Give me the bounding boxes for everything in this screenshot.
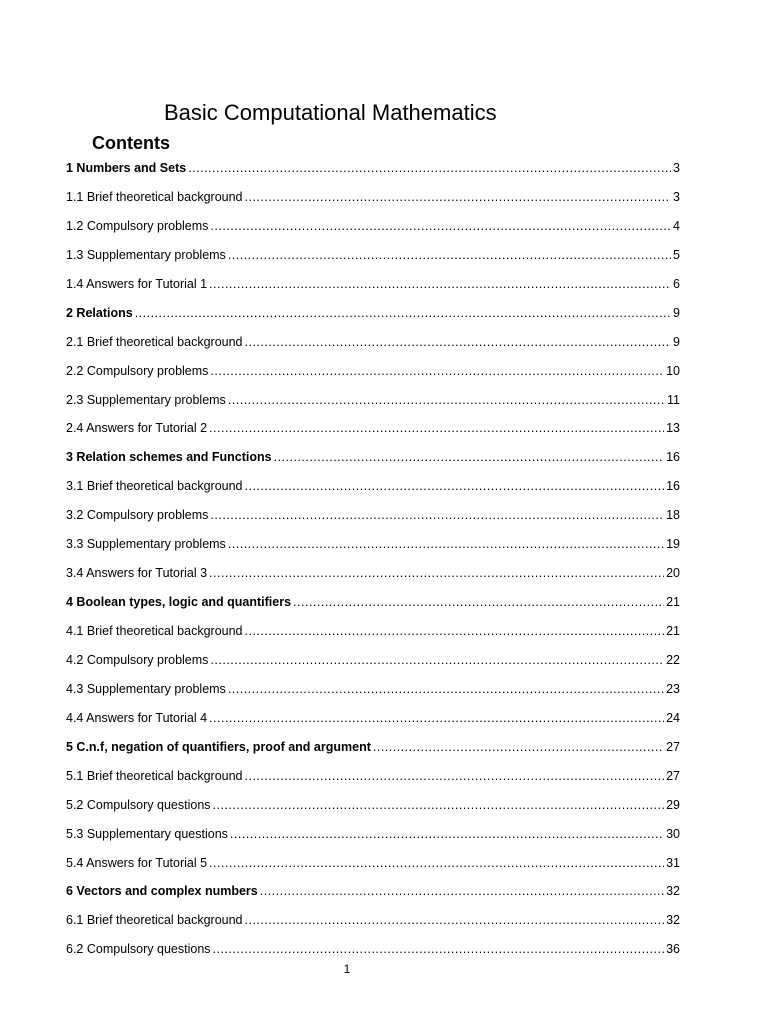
toc-entry[interactable] <box>66 245 680 274</box>
toc-entry-page[interactable]: 32 <box>666 913 680 928</box>
toc-entry-title[interactable]: 1 Numbers and Sets <box>66 161 187 175</box>
toc-dot-leader <box>209 274 671 294</box>
toc-entry[interactable] <box>66 910 680 939</box>
toc-entry-title[interactable]: 2.4 Answers for Tutorial 2 <box>66 421 208 436</box>
toc-entry-page[interactable]: 10 <box>666 363 680 378</box>
toc-entry-page[interactable]: 6 <box>673 276 680 291</box>
toc-dot-leader <box>373 737 664 757</box>
toc-entry[interactable] <box>66 390 680 419</box>
toc-entry-title[interactable]: 3 Relation schemes and Functions <box>66 450 272 465</box>
toc-entry-title[interactable]: 1.4 Answers for Tutorial 1 <box>66 276 208 291</box>
toc-dot-leader <box>274 447 664 467</box>
toc-dot-leader <box>228 390 665 410</box>
toc-entry-title[interactable]: 4.4 Answers for Tutorial 4 <box>66 710 208 725</box>
toc-entry[interactable] <box>66 534 680 563</box>
toc-dot-leader <box>245 187 672 207</box>
toc-entry[interactable] <box>66 766 680 795</box>
toc-entry-title[interactable]: 5 C.n.f, negation of quantifiers, proof and argument <box>66 739 371 754</box>
toc-entry[interactable] <box>66 853 680 882</box>
toc-entry-page[interactable]: 5 <box>673 247 680 262</box>
toc-dot-leader <box>228 245 671 265</box>
toc-entry-page[interactable]: 23 <box>666 681 680 696</box>
toc-dot-leader <box>293 592 664 612</box>
toc-entry-title[interactable]: 2.1 Brief theoretical background <box>66 334 243 349</box>
toc-dot-leader <box>245 766 665 786</box>
toc-entry-page[interactable]: 16 <box>666 479 680 494</box>
toc-entry[interactable] <box>66 824 680 853</box>
toc-entry-page[interactable]: 18 <box>666 508 680 523</box>
toc-entry-title[interactable]: 4 Boolean types, logic and quantifiers <box>66 595 292 610</box>
toc-entry-title[interactable]: 1.3 Supplementary problems <box>66 247 226 262</box>
toc-entry[interactable] <box>66 881 680 910</box>
toc-dot-leader <box>210 505 664 525</box>
toc-entry-page[interactable]: 27 <box>666 739 680 754</box>
toc-dot-leader <box>135 303 671 323</box>
toc-entry-title[interactable]: 3.2 Compulsory problems <box>66 508 209 523</box>
toc-entry[interactable] <box>66 361 680 390</box>
toc-entry[interactable] <box>66 274 680 303</box>
toc-entry-page[interactable]: 3 <box>673 189 680 204</box>
toc-entry-page[interactable]: 21 <box>666 624 680 638</box>
toc-entry[interactable] <box>66 303 680 332</box>
toc-entry-page[interactable]: 11 <box>667 392 680 407</box>
toc-entry-page[interactable]: 9 <box>673 334 680 349</box>
toc-dot-leader <box>245 621 665 641</box>
toc-dot-leader <box>213 939 665 959</box>
toc-dot-leader <box>213 795 665 815</box>
toc-dot-leader <box>210 650 664 670</box>
toc-entry[interactable] <box>66 650 680 679</box>
toc-entry[interactable] <box>66 679 680 708</box>
toc-dot-leader <box>245 332 672 352</box>
toc-dot-leader <box>188 158 671 178</box>
toc-entry-title[interactable]: 5.3 Supplementary questions <box>66 826 228 841</box>
toc-entry-title[interactable]: 5.1 Brief theoretical background <box>66 768 243 783</box>
toc-entry-title[interactable]: 6 Vectors and complex numbers <box>66 884 258 899</box>
toc-entry-page[interactable]: 3 <box>673 161 680 175</box>
toc-heading: Contents <box>92 133 170 153</box>
toc-dot-leader <box>228 534 664 554</box>
toc-entry[interactable] <box>66 737 680 766</box>
toc-entry[interactable] <box>66 418 680 447</box>
table-of-contents <box>66 158 680 968</box>
toc-entry-title[interactable]: 3.3 Supplementary problems <box>66 537 226 552</box>
toc-entry-title[interactable]: 1.1 Brief theoretical background <box>66 189 243 204</box>
toc-entry[interactable] <box>66 621 680 650</box>
toc-entry[interactable] <box>66 795 680 824</box>
toc-dot-leader <box>209 418 664 438</box>
toc-entry-title[interactable]: 1.2 Compulsory problems <box>66 218 209 233</box>
toc-entry-title[interactable]: 6.1 Brief theoretical background <box>66 913 243 928</box>
toc-entry-title[interactable]: 3.1 Brief theoretical background <box>66 479 243 494</box>
toc-entry[interactable] <box>66 476 680 505</box>
toc-entry[interactable] <box>66 505 680 534</box>
toc-entry-page[interactable]: 24 <box>666 710 680 725</box>
toc-entry-title[interactable]: 5.4 Answers for Tutorial 5 <box>66 855 208 870</box>
toc-entry-page[interactable]: 29 <box>666 797 680 812</box>
toc-entry-title[interactable]: 6.2 Compulsory questions <box>66 942 211 957</box>
toc-entry-title[interactable]: 4.3 Supplementary problems <box>66 681 226 696</box>
toc-entry[interactable] <box>66 563 680 592</box>
toc-dot-leader <box>230 824 664 844</box>
document-title: Basic Computational Mathematics <box>164 100 497 125</box>
toc-dot-leader <box>209 708 664 728</box>
toc-entry-title[interactable]: 5.2 Compulsory questions <box>66 797 211 812</box>
toc-entry-page[interactable]: 27 <box>666 768 680 783</box>
toc-dot-leader <box>245 476 665 496</box>
toc-entry-title[interactable]: 3.4 Answers for Tutorial 3 <box>66 566 208 581</box>
toc-dot-leader <box>228 679 664 699</box>
toc-entry-page[interactable]: 9 <box>673 305 680 320</box>
toc-entry-page[interactable]: 32 <box>666 884 680 899</box>
toc-entry-page[interactable]: 36 <box>666 942 680 957</box>
toc-entry[interactable] <box>66 447 680 476</box>
toc-entry[interactable] <box>66 592 680 621</box>
toc-entry-title[interactable]: 2.3 Supplementary problems <box>66 392 226 407</box>
toc-entry-page[interactable]: 31 <box>666 855 680 870</box>
toc-dot-leader <box>209 563 664 583</box>
toc-entry-page[interactable]: 16 <box>666 450 680 465</box>
toc-entry-title[interactable]: 2.2 Compulsory problems <box>66 363 209 378</box>
toc-entry-page[interactable]: 13 <box>666 421 680 436</box>
toc-entry-page[interactable]: 4 <box>673 218 680 233</box>
toc-entry-page[interactable]: 21 <box>666 595 680 610</box>
page-number: 1 <box>343 962 351 976</box>
toc-dot-leader <box>210 216 671 236</box>
toc-dot-leader <box>209 853 664 873</box>
toc-entry[interactable] <box>66 158 680 187</box>
toc-entry[interactable] <box>66 187 680 216</box>
toc-entry-title[interactable]: 2 Relations <box>66 305 133 320</box>
toc-dot-leader <box>245 910 665 930</box>
toc-entry[interactable] <box>66 708 680 737</box>
toc-dot-leader <box>210 361 664 381</box>
toc-entry-title[interactable]: 4.1 Brief theoretical background <box>66 624 243 638</box>
toc-entry[interactable] <box>66 332 680 361</box>
toc-entry-title[interactable]: 4.2 Compulsory problems <box>66 652 209 667</box>
toc-entry-page[interactable]: 20 <box>666 566 680 581</box>
toc-entry-page[interactable]: 22 <box>666 652 680 667</box>
toc-entry[interactable] <box>66 216 680 245</box>
toc-entry-page[interactable]: 30 <box>666 826 680 841</box>
toc-entry-page[interactable]: 19 <box>666 537 680 552</box>
toc-dot-leader <box>260 881 664 901</box>
